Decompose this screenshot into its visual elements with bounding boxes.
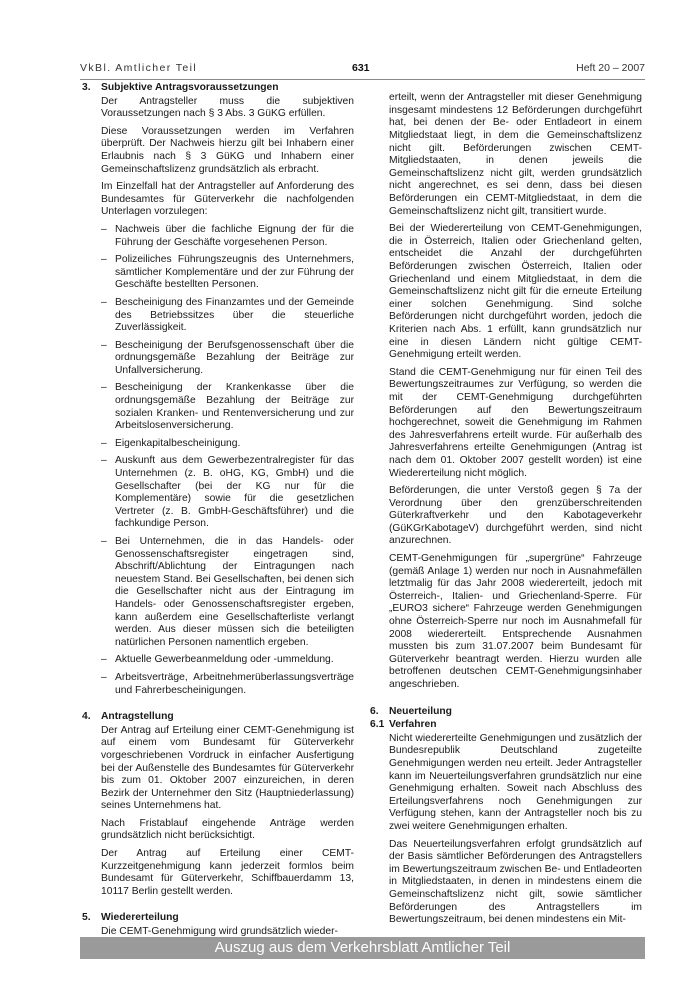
paragraph: Nach Fristablauf eingehende Anträge werden grundsätzlich nicht berücksichtigt. bbox=[101, 817, 354, 842]
list-item-text: Polizeiliches Führungszeugnis des Unternehmers, sämtlicher Komplementäre und der zur Führung der Geschäfte bestellten Personen. bbox=[115, 254, 354, 291]
paragraph: Der Antrag auf Erteilung einer CEMT-Kurzzeitgenehmigung kann jederzeit formlos beim Bundesamt für Güterverkehr, Schiffbauerdamm 13, 10117 Berlin gestellt werden. bbox=[101, 848, 354, 897]
left-column bbox=[82, 82, 354, 944]
list-item-text: Aktuelle Gewerbeanmeldung oder -ummeldung. bbox=[115, 654, 334, 666]
paragraph: CEMT-Genehmigungen für „supergrüne“ Fahrzeuge (gemäß Anlage 1) werden nur noch in Ausnahmefällen letztmalig für das Jahr 2008 wiedererteilt, jedoch mit Österreich-, Italien- und Griechenland-Sperre. Für „EURO3 sichere“ Fahrzeuge werden Genehmigungen ohne Österreich-Sperre nur noch im Ausnahmefall für 2008 wiedererteilt. Entsprechende Ausnahmen mussten bis zum 31.07.2007 beim Bundesamt für Güterverkehr beantragt werden. Hierzu wurden alle betroffenen deutschen CEMT-Genehmigungsinhaber angeschrieben. bbox=[389, 553, 642, 691]
list-item-text: Bescheinigung der Krankenkasse über die ordnungsgemäße Bezahlung der Beiträge zur sozialen Kranken- und Rentenversicherung und zur Arbeitslosenversicherung. bbox=[115, 382, 354, 432]
section-6-1-heading bbox=[370, 719, 642, 732]
paragraph: erteilt, wenn der Antragsteller mit dieser Genehmigung insgesamt mindestens 12 Beförderungen durchgeführt hat, bei denen der Be- oder Entladeort in einem Mitgliedstaat liegt, in dem die Gemeinschaftslizenz nicht gilt. Beförderungen zwischen CEMT-Mitgliedstaaten, in denen jeweils die Gemeinschaftslizenz nicht gilt, werden grundsätzlich nicht angerechnet, es sei denn, dass bei diesen Beförderungen ein CEMT-Mitgliedstaat, in dem die Gemeinschaftslizenz nicht gilt, transitiert wurde. bbox=[389, 92, 642, 217]
paragraph: Nicht wiedererteilte Genehmigungen und zusätzlich der Bundesrepublik Deutschland zugeteilte Genehmigungen werden neu erteilt. Jeder Antragsteller kann im Neuerteilungsverfahren grundsätzlich nur eine Genehmigung erhalten. Soweit nach Abschluss des Erteilungsverfahrens noch Genehmigungen zur Verfügung stehen, kann der Antragsteller noch bis zu zwei weitere Genehmigungen erhalten. bbox=[389, 732, 642, 832]
page-number: 631 bbox=[352, 62, 370, 74]
list-item: – Arbeitsverträge, Arbeitnehmerüberlassungsverträge und Fahrerbescheinigungen. bbox=[101, 671, 354, 696]
paragraph: Beförderungen, die unter Verstoß gegen § 7a der Verordnung über den grenzüberschreitenden Güterkraftverkehr und den Kabotageverkehr (GüKGrKabotageV) durchgeführt werden, sind nicht anzurechnen. bbox=[389, 485, 642, 547]
list-item-text: Eigenkapitalbescheinigung. bbox=[115, 437, 241, 449]
section-5-heading bbox=[82, 912, 354, 925]
page-header bbox=[80, 62, 645, 78]
journal-title: VkBl. Amtlicher Teil bbox=[80, 62, 198, 74]
list-item: – Bei Unternehmen, die in das Handels- oder Genossenschaftsregister eingetragen sind, Abschrift/Ablichtung der Eintragungen nach neuestem Stand. Bei Gesellschaften, bei denen sich die Gesellschafter nicht aus der Eintragung im Handels- oder Genossenschaftsregister ergeben, kann außerdem eine Gesellschafterliste verlangt werden. Aus dieser müssen sich die beteiligten natürlichen Personen namentlich ergeben. bbox=[101, 536, 354, 648]
list-item-text: Auskunft aus dem Gewerbezentralregister für das Unternehmen (z. B. oHG, KG, GmbH) und die Gesellschafter (bei der KG nur für die Komplementäre) sowie für die gesetzlichen Vertreter (z. B. GmbH-Geschäftsführer) und die fachkundige Person. bbox=[115, 455, 354, 530]
section-number: 6. bbox=[370, 705, 379, 717]
section-number: 4. bbox=[82, 711, 91, 723]
paragraph: Im Einzelfall hat der Antragsteller auf Anforderung des Bundesamtes für Güterverkehr die nachfolgenden Unterlagen vorzulegen: bbox=[101, 181, 354, 218]
list-item-text: Bescheinigung der Berufsgenossenschaft über die ordnungsgemäße Bezahlung der Beiträge zur Unfallversicherung. bbox=[115, 339, 354, 376]
section-number: 3. bbox=[82, 82, 91, 93]
paragraph: Das Neuerteilungsverfahren erfolgt grundsätzlich auf der Basis sämtlicher Beförderungen des Antragstellers im Bewertungszeitraum zwischen Be- und Entladeorten in Mitgliedstaaten, in denen in mindestens einem die Gemeinschaftslizenz nicht gilt, sowie sämtlicher Beförderungen des Antragstellers im Bewertungszeitraum, bei denen mindestens ein Mit- bbox=[389, 838, 642, 926]
list-item: – Bescheinigung der Krankenkasse über die ordnungsgemäße Bezahlung der Beiträge zur sozialen Kranken- und Rentenversicherung und zur Arbeitslosenversicherung. bbox=[101, 382, 354, 432]
section-title: Antragstellung bbox=[101, 711, 174, 723]
paragraph: Bei der Wiedererteilung von CEMT-Genehmigungen, die in Österreich, Italien oder Griechenland gelten, entscheidet die Anzahl der durchgeführten Beförderungen zwischen Österreich, Italien oder Griechenland und einem Mitgliedstaat, in dem die Gemeinschaftslizenz nicht gilt für die erneute Erteilung einer solchen Genehmigung. Sind solche Beförderungen nicht durchgeführt worden, jedoch die Kriterien nach Abs. 1 erfüllt, kann grundsätzlich nur eine in diesen Ländern nicht gültige CEMT-Genehmigung erteilt werden. bbox=[389, 223, 642, 361]
section-title: Neuerteilung bbox=[389, 705, 452, 717]
section-title: Subjektive Antragsvoraussetzungen bbox=[101, 82, 279, 93]
list-item: – Bescheinigung der Berufsgenossenschaft über die ordnungsgemäße Bezahlung der Beiträge zur Unfallversicherung. bbox=[101, 339, 354, 376]
list-item-text: Arbeitsverträge, Arbeitnehmerüberlassungsverträge und Fahrerbescheinigungen. bbox=[115, 671, 354, 696]
list-item: – Polizeiliches Führungszeugnis des Unternehmers, sämtlicher Komplementäre und der zur Führung der Geschäfte bestellten Personen. bbox=[101, 254, 354, 291]
right-column bbox=[370, 82, 642, 932]
list-item-text: Bescheinigung des Finanzamtes und der Gemeinde des Betriebssitzes über die steuerliche Zuverlässigkeit. bbox=[115, 296, 354, 334]
list-item: – Auskunft aus dem Gewerbezentralregister für das Unternehmen (z. B. oHG, KG, GmbH) und die Gesellschafter (bei der KG nur für die Komplementäre) sowie für die gesetzlichen Vertreter (z. B. GmbH-Geschäftsführer) und die fachkundige Person. bbox=[101, 455, 354, 530]
section-title: Verfahren bbox=[389, 719, 437, 731]
list-item: – Eigenkapitalbescheinigung. bbox=[101, 437, 241, 449]
header-rule bbox=[80, 79, 645, 80]
section-4-heading bbox=[82, 711, 354, 724]
section-title: Wiedererteilung bbox=[101, 912, 179, 924]
paragraph: Diese Voraussetzungen werden im Verfahren überprüft. Der Nachweis hierzu gilt bei Inhabern einer Erlaubnis nach § 3 GüKG und Inhabern einer Gemeinschaftslizenz grundsätzlich als erbracht. bbox=[101, 125, 354, 175]
paragraph: Stand die CEMT-Genehmigung nur für einen Teil des Bewertungszeitraumes zur Verfügung, so werden die mit der CEMT-Genehmigung durchgeführten Beförderungen auf den Bewertungszeitraum hochgerechnet, soweit die Genehmigung im Rahmen des Jahresverfahrens erteilt wurde. Für außerhalb des Jahresverfahrens erteilte Genehmigungen (Antrag ist nach dem 01. Oktober 2007 gestellt worden) ist eine Wiedererteilung nicht möglich. bbox=[389, 366, 642, 479]
paragraph: Die CEMT-Genehmigung wird grundsätzlich wieder- bbox=[101, 926, 338, 938]
paragraph: Der Antragsteller muss die subjektiven Voraussetzungen nach § 3 Abs. 3 GüKG erfüllen. bbox=[101, 95, 354, 120]
list-item: – Bescheinigung des Finanzamtes und der Gemeinde des Betriebssitzes über die steuerliche Zuverlässigkeit. bbox=[101, 296, 354, 334]
list-item: – Nachweis über die fachliche Eignung der für die Führung der Geschäfte vorgesehenen Person. bbox=[101, 223, 354, 248]
issue-label: Heft 20 – 2007 bbox=[576, 62, 645, 74]
section-6-heading bbox=[370, 706, 642, 719]
list-item: – Aktuelle Gewerbeanmeldung oder -ummeldung. bbox=[101, 654, 334, 666]
paragraph: Der Antrag auf Erteilung einer CEMT-Genehmigung ist auf einem vom Bundesamt für Güterverkehr vorgeschriebenen Vordruck in einfacher Ausfertigung bei der Außenstelle des Bundesamtes für Güterverkehr bis zum 01. Oktober 2007 einzureichen, in deren Bezirk der Unternehmer den Sitz (Hauptniederlassung) seines Unternehmens hat. bbox=[101, 724, 354, 812]
section-3-heading bbox=[82, 82, 354, 95]
section-number: 5. bbox=[82, 912, 91, 924]
list-item-text: Nachweis über die fachliche Eignung der für die Führung der Geschäfte vorgesehenen Person. bbox=[115, 223, 354, 248]
list-item-text: Bei Unternehmen, die in das Handels- oder Genossenschaftsregister eingetragen sind, Abschrift/Ablichtung der Eintragungen nach neuestem Stand. Bei Gesellschaften, bei denen sich die Gesellschafter nicht aus der Eintragung im Handels- oder Genossenschaftsregister ergeben, kann außerdem eine Gesellschafterliste verlangt werden. Aus dieser müssen sich die beteiligten natürlichen Personen namentlich ergeben. bbox=[115, 536, 354, 648]
documents-list bbox=[101, 224, 354, 697]
page-footer-banner: Auszug aus dem Verkehrsblatt Amtlicher Teil bbox=[80, 937, 645, 959]
section-number: 6.1 bbox=[370, 719, 385, 731]
